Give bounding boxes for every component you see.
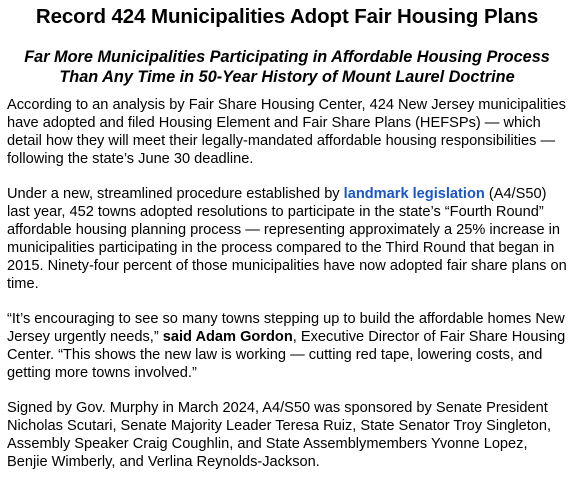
- paragraph-intro: According to an analysis by Fair Share Housing Center, 424 New Jersey municipalities have adopted and filed Housing Element and Fair Share Plans (HEFSPs) — which detail how they will meet their legally-mandated affordable housing responsibilities — following the state’s June 30 deadline.: [7, 97, 566, 167]
- paragraph-legislation-lead: Under a new, streamlined procedure established by: [7, 186, 344, 202]
- landmark-legislation-link[interactable]: landmark legislation: [343, 186, 485, 202]
- paragraph-quote: [7, 310, 567, 382]
- quote-opening: “It’s encouraging to see so many towns stepping up to build the affordable homes New Jersey urgently needs,”: [7, 311, 565, 345]
- article-subheadline: Far More Municipalities Participating in Affordable Housing Process Than Any Time in 50-Year History of Mount Laurel Doctrine: [24, 48, 550, 86]
- paragraph-sponsors: Signed by Gov. Murphy in March 2024, A4/S50 was sponsored by Senate President Nicholas Scutari, Senate Majority Leader Teresa Ruiz, State Senator Troy Singleton, Assembly Speaker Craig Coughlin, and State Assemblymembers Yvonne Lopez, Benjie Wimberly, and Verlina Reynolds-Jackson.: [7, 400, 552, 470]
- quote-closing: , Executive Director of Fair Share Housing Center. “This shows the new law is working — cutting red tape, lowering costs, and getting more towns involved.”: [7, 329, 566, 381]
- paragraph-legislation: [7, 185, 567, 293]
- article-headline: Record 424 Municipalities Adopt Fair Housing Plans: [35, 5, 539, 28]
- quote-speaker: said Adam Gordon: [162, 329, 293, 345]
- paragraph-legislation-rest: (A4/S50) last year, 452 towns adopted resolutions to participate in the state’s “Fourth Round” affordable housing planning process — representing approximately a 25% increase in municipalities participating in the process compared to the Third Round that began in 2015. Ninety-four percent of those municipalities have now adopted fair share plans on time.: [7, 186, 567, 292]
